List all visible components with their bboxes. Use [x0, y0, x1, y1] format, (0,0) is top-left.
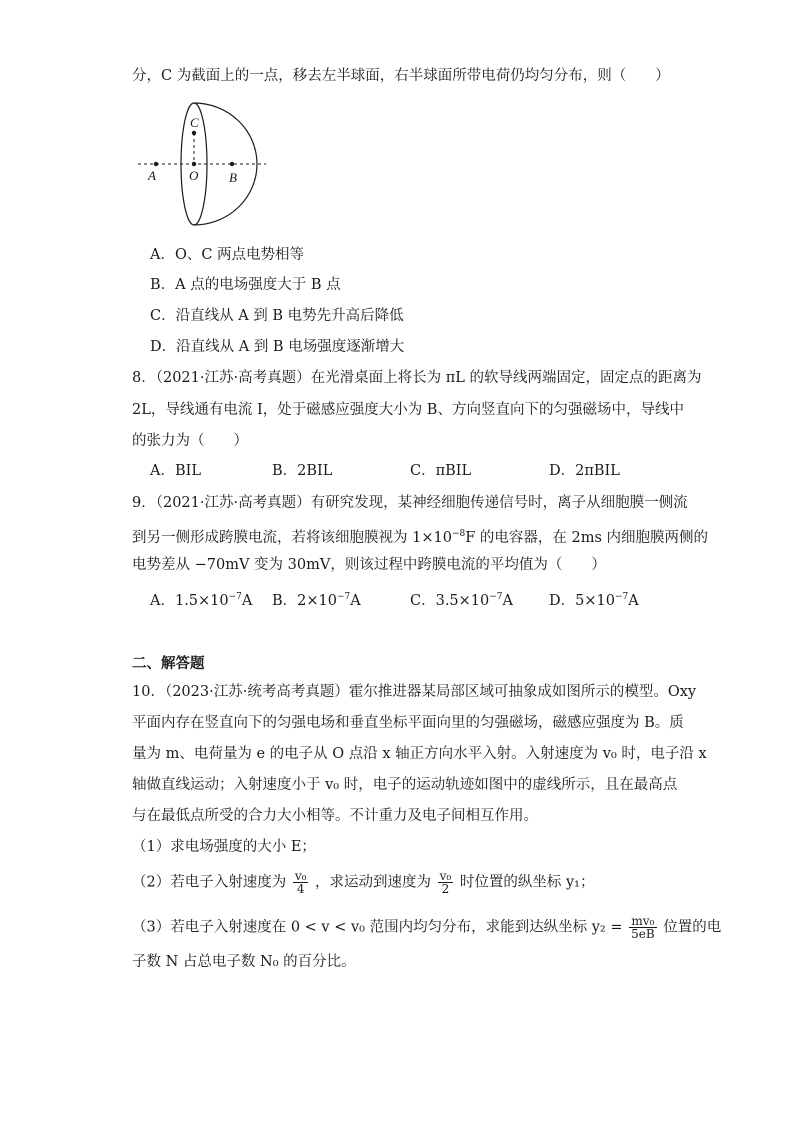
q7-option-a: A．O、C 两点电势相等 [150, 247, 305, 263]
q9-line-2-sup: −8 [451, 529, 466, 539]
q10-line-1: 10．（2023·江苏·统考高考真题）霍尔推进器某局部区域可抽象成如图所示的模型。Oxy [132, 684, 697, 700]
q9-option-d: D．$5\times 10^{-7}A$ [549, 592, 639, 609]
q9-line-2a: 到另一侧形成跨膜电流，若将该细胞膜视为 1×10 [132, 529, 452, 546]
label-A: A [148, 168, 156, 183]
q8-option-d: D．2πBIL [549, 463, 620, 479]
q9-option-b: B．$2\times 10^{-7}A$ [272, 592, 361, 609]
q10-line-2: 平面内存在竖直向下的匀强电场和垂直坐标平面向里的匀强磁场，磁感应强度为 B。质 [132, 715, 684, 731]
q9-line-2b: F 的电容器，在 2ms 内细胞膜两侧的 [465, 529, 709, 546]
point-C [192, 131, 196, 135]
q8-option-b: B．2BIL [272, 463, 333, 479]
q9-line-3: 电势差从 −70mV 变为 30mV，则该过程中跨膜电流的平均值为（ ） [132, 557, 606, 573]
q10-line-5: 与在最低点所受的合力大小相等。不计重力及电子间相互作用。 [132, 808, 538, 824]
q7-option-d: D．沿直线从 A 到 B 电场强度逐渐增大 [150, 339, 405, 355]
label-B: B [229, 170, 237, 185]
section-heading: 二、解答题 [132, 655, 205, 672]
hemisphere-figure [132, 98, 272, 228]
q10-sub-1: （1）求电场强度的大小 E； [132, 839, 316, 855]
q8-line-2: 2L，导线通有电流 I，处于磁感应强度大小为 B、方向竖直向下的匀强磁场中，导线中 [132, 402, 684, 418]
q8-line-3: 的张力为（ ） [132, 433, 248, 449]
q10-sub-3: （3）若电子入射速度在 0 < v < v₀ 范围内均匀分布，求能到达纵坐标 y₂ = $\frac{\text{mv₀}}{5eB}$ 位置的电 [132, 914, 722, 941]
q10-sub-3-cont: 子数 N 占总电子数 N₀ 的百分比。 [132, 954, 356, 970]
q10-line-3: 量为 m、电荷量为 e 的电子从 O 点沿 x 轴正方向水平入射。入射速度为 v₀ 时，电子沿 x [132, 746, 707, 762]
fraction-v0-over-4: $\frac{\text{v₀}}{4}$ [294, 869, 307, 896]
q7-stem-tail: 分，C 为截面上的一点，移去左半球面，右半球面所带电荷仍均匀分布，则（ ） [132, 68, 670, 84]
q8-line-1: 8．（2021·江苏·高考真题）在光滑桌面上将长为 πL 的软导线两端固定，固定点的距离为 [132, 370, 702, 386]
q8-option-a: A．BIL [150, 463, 201, 479]
point-O [192, 162, 196, 166]
q9-option-c: C．$3.5\times 10^{-7}A$ [410, 592, 514, 609]
label-C: C [190, 115, 199, 130]
fraction-mv0-over-5eB: $\frac{\text{mv₀}}{5eB}$ [631, 914, 655, 941]
q9-option-a: A．$1.5\times 10^{-7}A$ [150, 592, 253, 609]
label-O: O [189, 168, 199, 183]
q9-line-1: 9．（2021·江苏·高考真题）有研究发现，某神经细胞传递信号时，离子从细胞膜一侧流 [132, 495, 688, 511]
point-A [154, 162, 158, 166]
q8-option-c: C．πBIL [410, 463, 472, 479]
q7-option-b: B．A 点的电场强度大于 B 点 [150, 277, 341, 293]
point-B [230, 162, 234, 166]
fraction-v0-over-2: $\frac{\text{v₀}}{2}$ [439, 869, 452, 896]
q7-option-c: C．沿直线从 A 到 B 电势先升高后降低 [150, 308, 404, 324]
q10-line-4: 轴做直线运动；入射速度小于 v₀ 时，电子的运动轨迹如图中的虚线所示，且在最高点 [132, 777, 678, 793]
q9-line-2 [132, 524, 708, 548]
q10-sub-2: （2）若电子入射速度为 $\frac{\text{v₀}}{4}$ ，求运动到速度为 $\frac{\text{v₀}}{2}$ 时位置的纵坐标 y₁； [132, 869, 595, 896]
